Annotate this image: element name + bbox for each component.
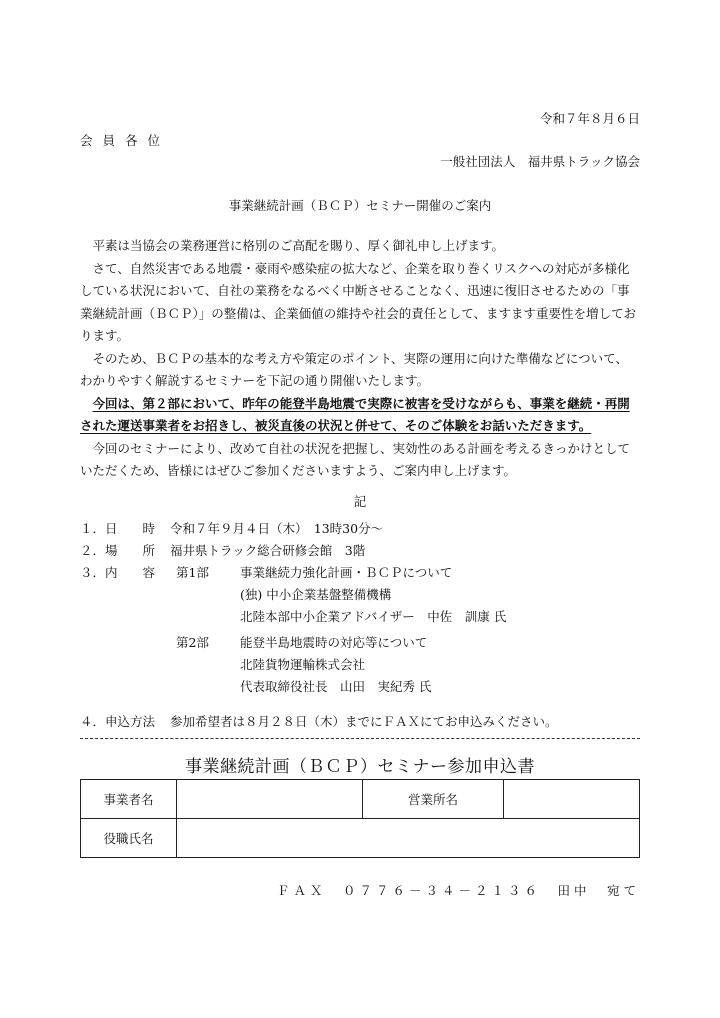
part2-label: 第2部 [176, 635, 209, 650]
item-content-label: ３．内 容 [80, 565, 156, 580]
sender: 一般社団法人 福井県トラック協会 [440, 154, 640, 169]
fax-line: ＦＡＸ ０７７６－３４－２１３６ 田中 宛て [276, 883, 640, 898]
letter-title: 事業継続計画（ＢＣＰ）セミナー開催のご案内 [228, 198, 492, 213]
letter-date: 令和７年８月６日 [539, 111, 640, 126]
part2-org: 北陸貨物運輸株式会社 [240, 657, 366, 672]
part1-topic: 事業継続力強化計画・ＢＣＰについて [240, 565, 453, 580]
addressee: 会員各位 [80, 133, 171, 148]
item-date [80, 519, 383, 537]
body-paragraph: さて、自然災害である地震・豪雨や感染症の拡大など、企業を取り巻くリスクへの対応が多様化している状況において、自社の業務をなるべく中断させることなく、迅速に復旧させるための「事業継続計画（ＢＣＰ）」の整備は、企業価値の維持や社会的責任として、ますます重要性を増しております。 [80, 260, 637, 343]
cut-line [80, 738, 640, 739]
company-field[interactable] [177, 780, 363, 819]
form-title: 事業継続計画（ＢＣＰ）セミナー参加申込書 [185, 757, 535, 777]
item-date-value: 令和７年９月４日（木） 13時30分～ [170, 521, 384, 536]
letter-body [80, 235, 640, 483]
company-label: 事業者名 [81, 780, 177, 819]
name-field[interactable] [177, 819, 640, 858]
item-place-label: ２．場 所 [80, 543, 156, 558]
body-paragraph-emphasis: 今回は、第２部において、昨年の能登半島地震で実際に被害を受けながらも、事業を継続・再開された運送事業者をお招きし、被災直後の状況と併せて、そのご体験をお話いただきます。 [80, 395, 630, 433]
item-date-label: １．日 時 [80, 521, 156, 536]
form-row [81, 780, 640, 819]
name-label: 役職氏名 [81, 819, 177, 858]
part1-org: (独) 中小企業基盤整備機構 [240, 587, 392, 602]
part2-speaker: 代表取締役社長 山田 実紀秀 氏 [240, 679, 432, 694]
form-row [81, 819, 640, 858]
item-apply-label: ４．申込方法 [80, 714, 156, 729]
part1-label: 第1部 [176, 565, 209, 580]
office-field[interactable] [504, 780, 640, 819]
ki-heading: 記 [353, 494, 367, 509]
item-place [80, 541, 365, 559]
item-place-value: 福井県トラック総合研修会館 3階 [170, 543, 366, 558]
body-paragraph: 今回のセミナーにより、改めて自社の状況を把握し、実効性のある計画を考えるきっかけとしていただくため、皆様にはぜひご参加くださいますよう、ご案内申し上げます。 [80, 440, 631, 478]
body-paragraph: そのため、ＢＣＰの基本的な考え方や策定のポイント、実際の運用に向けた準備などについて、わかりやすく解説するセミナーを下記の通り開催いたします。 [80, 350, 628, 388]
part2-topic: 能登半島地震時の対応等について [240, 635, 428, 650]
application-form [80, 779, 640, 858]
item-apply-value: 参加希望者は８月２８日（木）までにＦＡＸにてお申込みください。 [170, 714, 558, 729]
body-paragraph: 平素は当協会の業務運営に格別のご高配を賜り、厚く御礼申し上げます。 [92, 238, 505, 253]
office-label: 営業所名 [363, 780, 504, 819]
part1-speaker: 北陸本部中小企業アドバイザー 中佐 訓康 氏 [240, 609, 507, 624]
item-apply [80, 712, 558, 730]
